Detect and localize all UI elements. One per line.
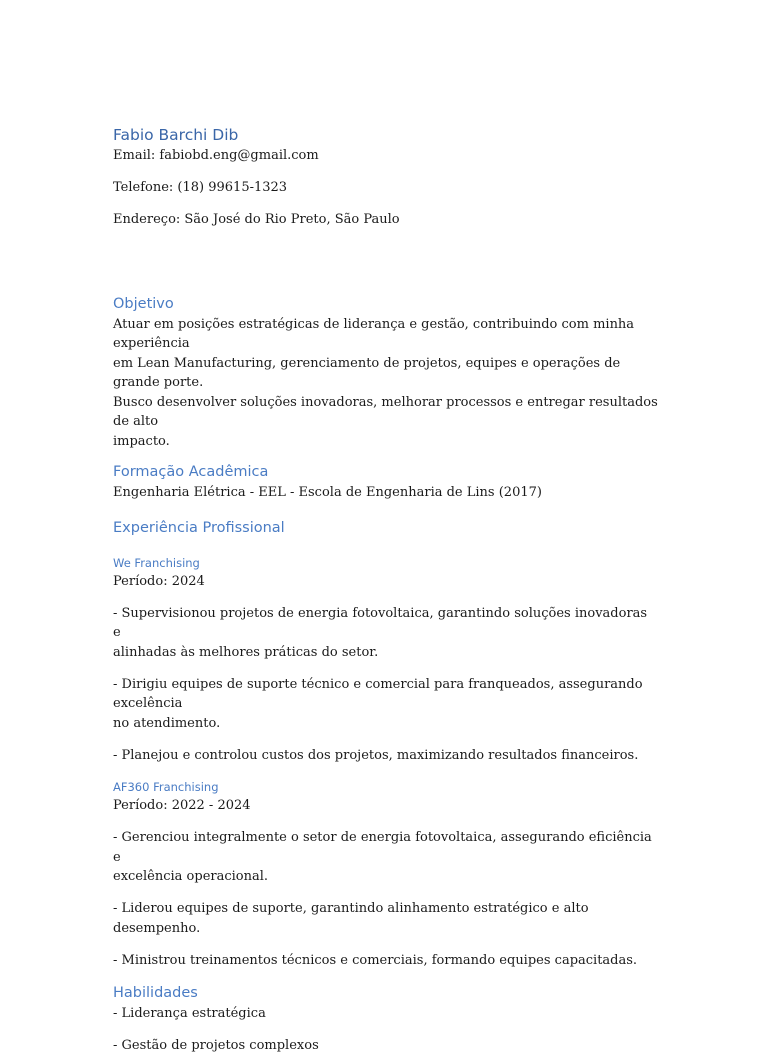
job-bullet-line: - Dirigiu equipes de suporte técnico e comercial para franqueados, assegurando excelência — [113, 676, 643, 711]
skills-heading: Habilidades — [113, 985, 198, 1001]
job-entry — [113, 554, 658, 766]
skill-item: - Gestão de projetos complexos — [113, 1038, 319, 1053]
job-company: AF360 Franchising — [113, 780, 219, 794]
contact-email: Email: fabiobd.eng@gmail.com — [113, 148, 319, 163]
objective-line: Busco desenvolver soluções inovadoras, melhorar processos e entregar resultados de alto — [113, 394, 658, 429]
job-bullet — [113, 746, 658, 766]
experience-heading: Experiência Profissional — [113, 519, 285, 536]
job-bullet-line: - Liderou equipes de suporte, garantindo alinhamento estratégico e alto desempenho. — [113, 901, 589, 936]
candidate-name: Fabio Barchi Dib — [113, 126, 239, 144]
objective-heading: Objetivo — [113, 295, 174, 312]
education-heading: Formação Acadêmica — [113, 464, 269, 480]
job-bullet — [113, 899, 658, 938]
objective-line: Atuar em posições estratégicas de liderança e gestão, contribuindo com minha experiência — [113, 316, 635, 351]
job-bullet-line: excelência operacional. — [113, 869, 269, 884]
job-bullet-line: - Planejou e controlou custos dos projetos, maximizando resultados financeiros. — [113, 747, 639, 763]
contact-address: Endereço: São José do Rio Preto, São Paulo — [113, 212, 400, 227]
job-bullet-line: - Gerenciou integralmente o setor de energia fotovoltaica, assegurando eficiência e — [113, 830, 652, 865]
job-bullet — [113, 675, 658, 734]
education-text: Engenharia Elétrica - EEL - Escola de Engenharia de Lins (2017) — [113, 485, 542, 500]
job-period: Período: 2024 — [113, 573, 205, 589]
job-bullet-line: - Ministrou treinamentos técnicos e comerciais, formando equipes capacitadas. — [113, 952, 638, 968]
objective-text — [113, 315, 658, 452]
job-period: Período: 2022 - 2024 — [113, 798, 251, 813]
job-bullet — [113, 951, 658, 971]
contact-phone: Telefone: (18) 99615-1323 — [113, 180, 288, 195]
objective-line: em Lean Manufacturing, gerenciamento de projetos, equipes e operações de grande porte. — [113, 355, 621, 390]
job-bullet-line: - Supervisionou projetos de energia fotovoltaica, garantindo soluções inovadoras e — [113, 605, 648, 640]
job-bullet — [113, 604, 658, 663]
skill-item: - Liderança estratégica — [113, 1006, 266, 1021]
job-company: We Franchising — [113, 555, 200, 570]
job-bullet-line: alinhadas às melhores práticas do setor. — [113, 644, 379, 660]
job-bullet-line: no atendimento. — [113, 715, 221, 731]
job-bullet — [113, 828, 658, 887]
job-entry — [113, 778, 658, 970]
resume-content — [113, 124, 658, 1056]
objective-line: impacto. — [113, 433, 170, 449]
